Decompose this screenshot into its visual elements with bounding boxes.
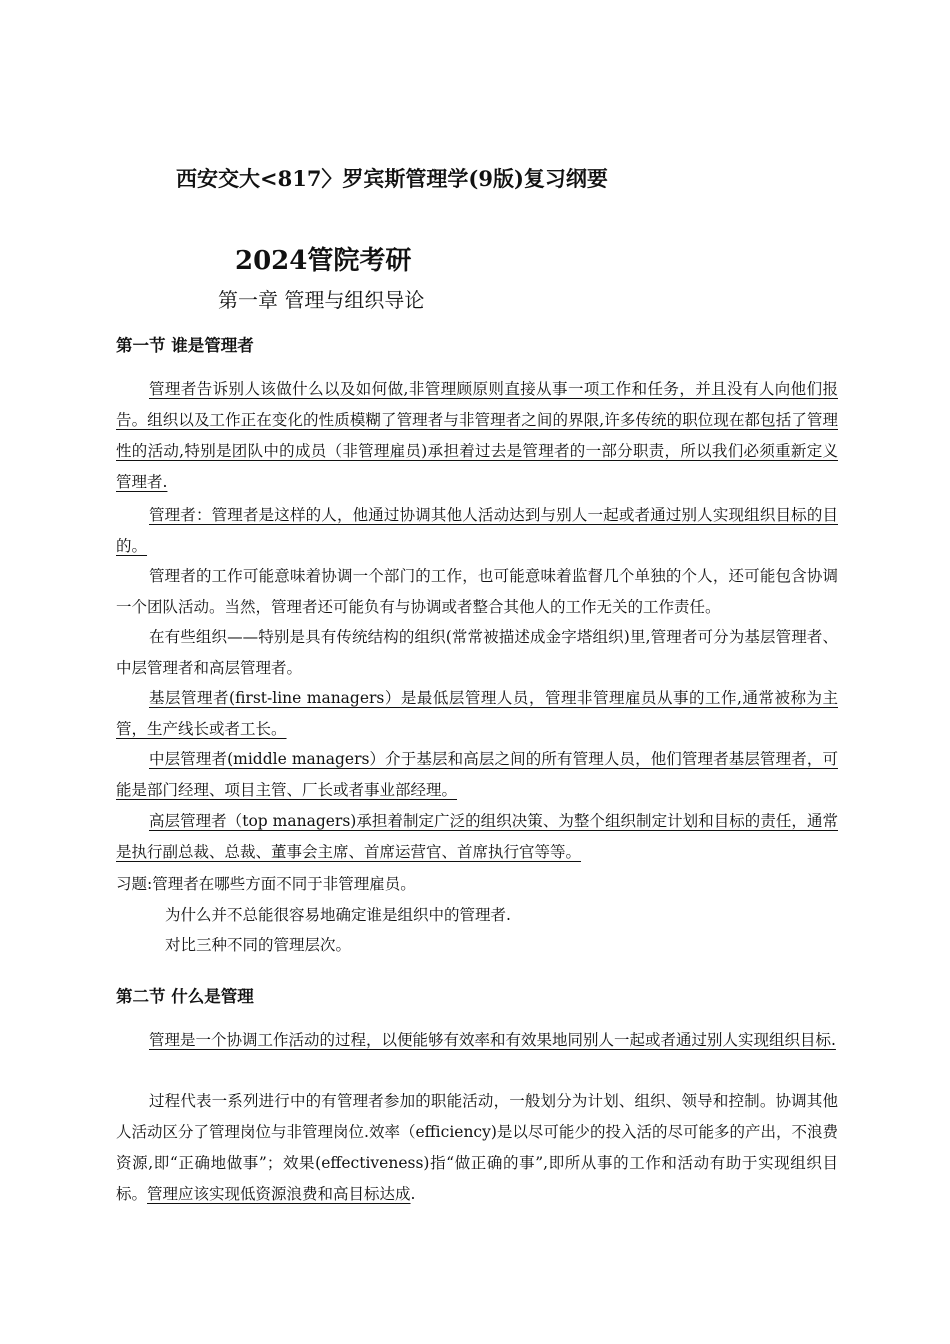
section-1-paragraph-1 bbox=[116, 374, 838, 498]
paragraph-end: . bbox=[410, 1185, 416, 1203]
exercise-2: 为什么并不总能很容易地确定谁是组织中的管理者. bbox=[165, 906, 511, 924]
section-1-paragraph-6 bbox=[116, 744, 838, 806]
section-1-paragraph-3: 管理者的工作可能意味着协调一个部门的工作，也可能意味着监督几个单独的个人，还可能包含协调一个团队活动。当然，管理者还可能负有与协调或者整合其他人的工作无关的工作责任。 bbox=[116, 567, 838, 616]
section-1-paragraph-2 bbox=[116, 500, 838, 562]
document-title: 西安交大<817〉罗宾斯管理学(9版)复习纲要 bbox=[176, 166, 608, 191]
section-2-heading: 第二节 什么是管理 bbox=[116, 987, 254, 1006]
underlined-text: 中层管理者(middle managers）介于基层和高层之间的所有管理人员，他们管理者基层管理者，可能是部门经理、项目主管、厂长或者事业部经理。 bbox=[116, 750, 838, 799]
exercise-3: 对比三种不同的管理层次。 bbox=[165, 936, 352, 954]
section-1-paragraph-4: 在有些组织——特别是具有传统结构的组织(常常被描述成金字塔组织)里,管理者可分为基层管理者、中层管理者和高层管理者。 bbox=[116, 628, 838, 677]
exercise-1: 习题:管理者在哪些方面不同于非管理雇员。 bbox=[116, 875, 416, 893]
section-2-paragraph-2 bbox=[116, 1086, 838, 1210]
underlined-text: 管理应该实现低资源浪费和高目标达成 bbox=[147, 1185, 411, 1203]
underlined-text: 管理是一个协调工作活动的过程，以便能够有效率和有效果地同别人一起或者通过别人实现组织目标. bbox=[149, 1031, 836, 1049]
section-1-paragraph-5 bbox=[116, 683, 838, 745]
section-1-paragraph-7 bbox=[116, 806, 838, 868]
underlined-text: 高层管理者（top managers)承担着制定广泛的组织决策、为整个组织制定计划和目标的责任，通常是执行副总裁、总裁、董事会主席、首席运营官、首席执行官等等。 bbox=[116, 812, 838, 861]
underlined-text: 基层管理者(first-line managers）是最低层管理人员，管理非管理雇员从事的工作,通常被称为主管，生产线长或者工长。 bbox=[116, 689, 838, 738]
chapter-heading: 第一章 管理与组织导论 bbox=[218, 288, 425, 312]
section-1-heading: 第一节 谁是管理者 bbox=[116, 336, 254, 355]
underlined-text: 管理者：管理者是这样的人，他通过协调其他人活动达到与别人一起或者通过别人实现组织目标的目的。 bbox=[116, 506, 838, 555]
document-subtitle: 2024管院考研 bbox=[235, 246, 412, 276]
section-2-paragraph-1 bbox=[116, 1025, 838, 1056]
underlined-text: 管理者告诉别人该做什么以及如何做,非管理顾原则直接从事一项工作和任务，并且没有人向他们报告。组织以及工作正在变化的性质模糊了管理者与非管理者之间的界限,许多传统的职位现在都包括了管理性的活动,特别是团队中的成员（非管理雇员)承担着过去是管理者的一部分职责，所以我们必须重新定义管理者. bbox=[116, 380, 838, 491]
paragraph-text: 过程代表一系列进行中的有管理者参加的职能活动，一般划分为计划、组织、领导和控制。协调其他人活动区分了管理岗位与非管理岗位.效率（efficiency)是以尽可能少的投入活的尽可能多的产出，不浪费资源,即“正确地做事”；效果(effectiveness)指“做正确的事”,即所从事的工作和活动有助于实现组织目标。 bbox=[116, 1092, 838, 1203]
